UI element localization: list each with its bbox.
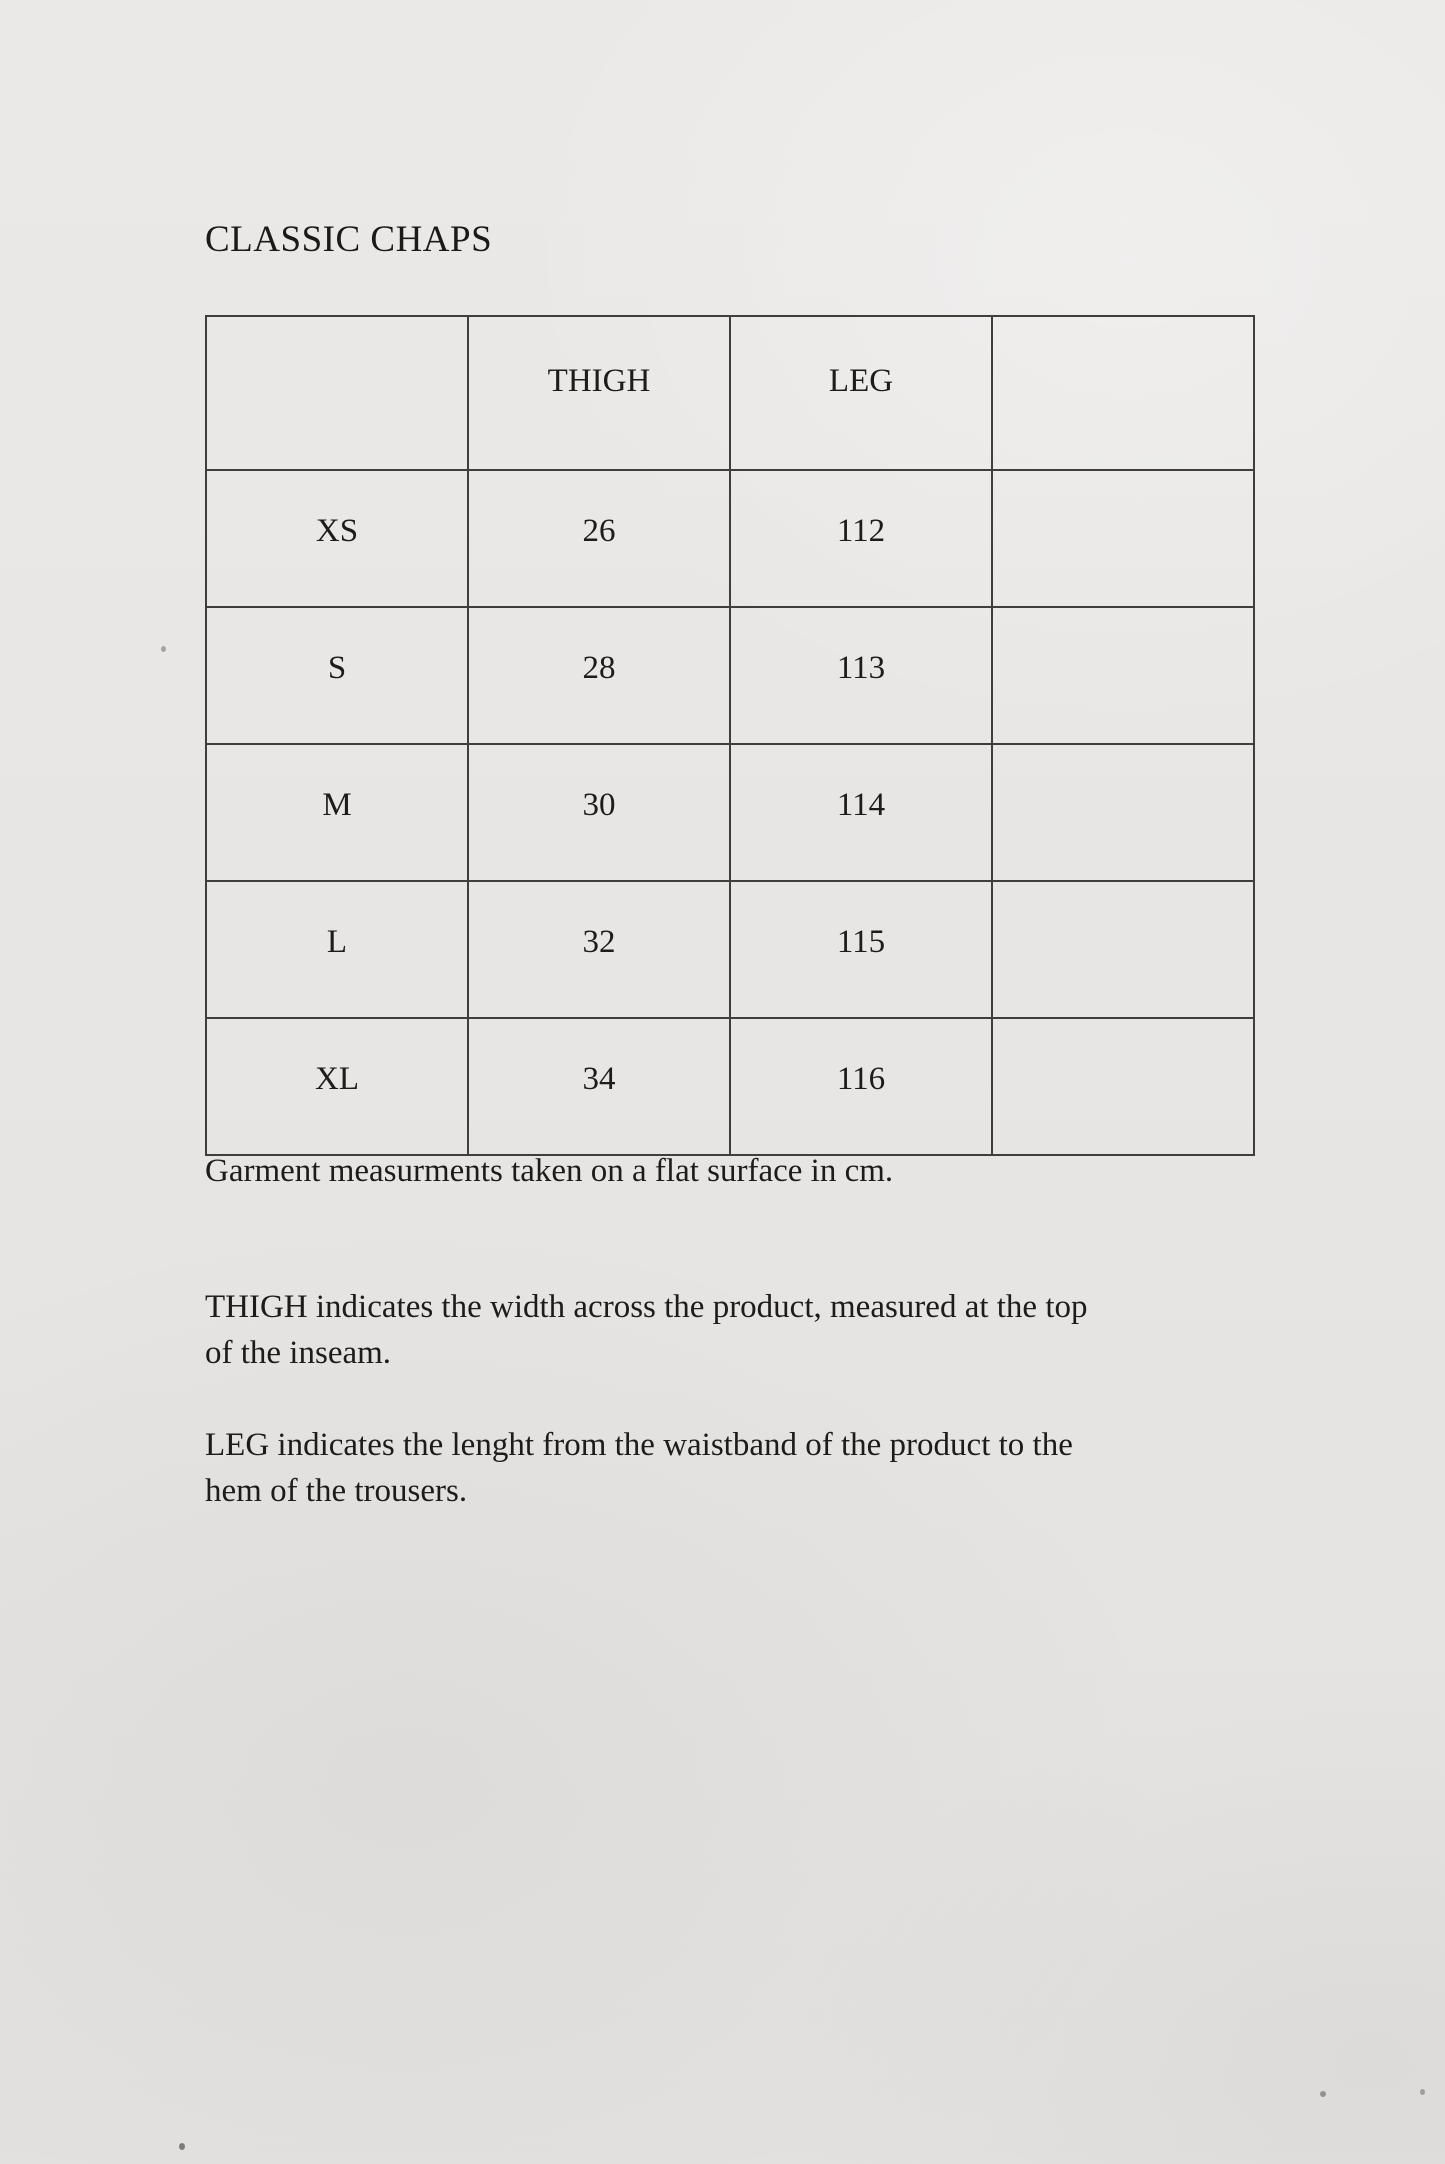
dust-speck: [161, 646, 166, 652]
table-row-l: [206, 881, 1254, 1018]
cell-thigh: 28: [468, 607, 730, 744]
size-table: [205, 315, 1255, 1156]
dust-speck: [179, 2143, 185, 2150]
measurement-caption: Garment measurments taken on a flat surface in cm.: [205, 1153, 894, 1189]
page-title: CLASSIC CHAPS: [205, 219, 493, 260]
cell-size: M: [206, 744, 468, 881]
cell-size: XS: [206, 470, 468, 607]
cell-extra: [992, 744, 1254, 881]
cell-thigh: 30: [468, 744, 730, 881]
thigh-note-line-2: of the inseam.: [205, 1335, 392, 1371]
cell-size: S: [206, 607, 468, 744]
header-cell-leg: LEG: [730, 316, 992, 470]
cell-extra: [992, 470, 1254, 607]
cell-leg: 112: [730, 470, 992, 607]
cell-thigh: 34: [468, 1018, 730, 1155]
table-row-m: [206, 744, 1254, 881]
header-cell-thigh: THIGH: [468, 316, 730, 470]
cell-size: L: [206, 881, 468, 1018]
header-cell-size: [206, 316, 468, 470]
cell-leg: 115: [730, 881, 992, 1018]
cell-thigh: 26: [468, 470, 730, 607]
cell-leg: 113: [730, 607, 992, 744]
table-row-s: [206, 607, 1254, 744]
cell-extra: [992, 881, 1254, 1018]
cell-extra: [992, 1018, 1254, 1155]
cell-extra: [992, 607, 1254, 744]
table-row-xl: [206, 1018, 1254, 1155]
cell-thigh: 32: [468, 881, 730, 1018]
thigh-note: [205, 1284, 1088, 1376]
table-header-row: [206, 316, 1254, 470]
dust-speck: [1320, 2091, 1326, 2097]
dust-speck: [1420, 2089, 1425, 2095]
leg-note: [205, 1422, 1073, 1514]
cell-size: XL: [206, 1018, 468, 1155]
header-cell-extra: [992, 316, 1254, 470]
table-row-xs: [206, 470, 1254, 607]
leg-note-line-2: hem of the trousers.: [205, 1473, 468, 1509]
thigh-note-line-1: THIGH indicates the width across the product, measured at the top: [205, 1289, 1088, 1325]
cell-leg: 116: [730, 1018, 992, 1155]
cell-leg: 114: [730, 744, 992, 881]
leg-note-line-1: LEG indicates the lenght from the waistband of the product to the: [205, 1427, 1073, 1463]
